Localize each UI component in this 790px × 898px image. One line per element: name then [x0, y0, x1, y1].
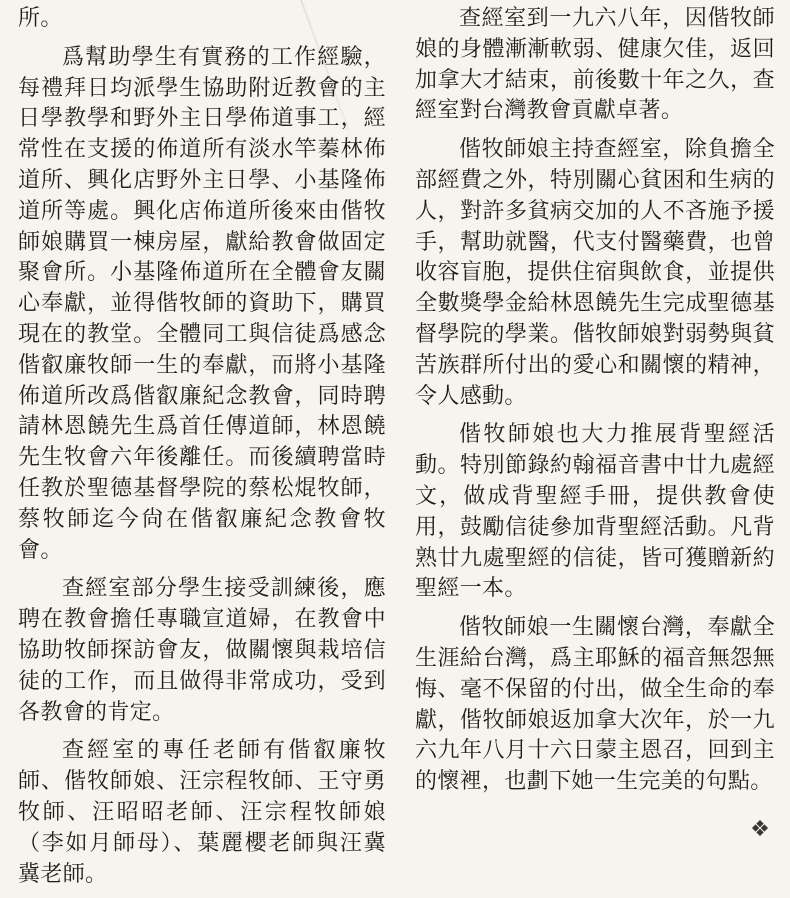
paragraph: 查經室到一九六八年，因偕牧師娘的身體漸漸軟弱、健康欠佳，返回加拿大才結束，前後數十年之久，查經室對台灣教會貢獻卓著。 [415, 6, 775, 124]
paragraph: 所。 [18, 6, 63, 31]
paragraph: 偕牧師娘也大力推展背聖經活動。特別節錄約翰福音書中廿九處經文，做成背聖經手冊，提供教會使用，鼓勵信徒參加背聖經活動。凡背熟廿九處聖經的信徒，皆可獲贈新約聖經一本。 [415, 422, 775, 602]
right-column [415, 4, 775, 806]
paragraph: 查經室的專任老師有偕叡廉牧師、偕牧師娘、汪宗程牧師、王守勇牧師、汪昭昭老師、汪宗程牧師娘（李如月師母）、葉麗櫻老師與汪冀冀老師。 [18, 738, 386, 887]
left-column [18, 4, 386, 898]
paragraph: 偕牧師娘主持查經室，除負擔全部經費之外，特別關心貧困和生病的人，對許多貧病交加的人不吝施予援手，幫助就醫，代支付醫藥費，也曾收容盲胞，提供住宿與飲食，並提供全數獎學金給林恩饒先生完成聖德基督學院的學業。偕牧師娘對弱勢與貧苦族群所付出的愛心和關懷的精神，令人感動。 [415, 137, 775, 409]
four-diamond-ornament-icon: ❖ [750, 817, 770, 842]
paragraph: 爲幫助學生有實務的工作經驗，每禮拜日均派學生協助附近教會的主日學教學和野外主日學佈道事工，經常性在支援的佈道所有淡水竿蓁林佈道所、興化店野外主日學、小基隆佈道所等處。興化店佈道所後來由偕牧師娘購買一棟房屋，獻給教會做固定聚會所。小基隆佈道所在全體會友關心奉獻，並得偕牧師的資助下，購買現在的教堂。全體同工與信徒爲感念偕叡廉牧師一生的奉獻，而將小基隆佈道所改爲偕叡廉紀念教會，同時聘請林恩饒先生爲首任傳道師，林恩饒先生牧會六年後離任。而後續聘當時任教於聖德基督學院的蔡松焜牧師，蔡牧師迄今尙在偕叡廉紀念教會牧會。 [18, 44, 386, 563]
paragraph: 偕牧師娘一生關懷台灣，奉獻全生涯給台灣，爲主耶穌的福音無怨無悔、毫不保留的付出，做全生命的奉獻，偕牧師娘返加拿大次年，於一九六九年八月十六日蒙主恩召，回到主的懷裡，也劃下她一生完美的句點。 [415, 615, 775, 795]
paragraph: 查經室部分學生接受訓練後，應聘在教會擔任專職宣道婦，在教會中協助牧師探訪會友，做關懷與栽培信徒的工作，而且做得非常成功，受到各教會的肯定。 [18, 576, 386, 725]
